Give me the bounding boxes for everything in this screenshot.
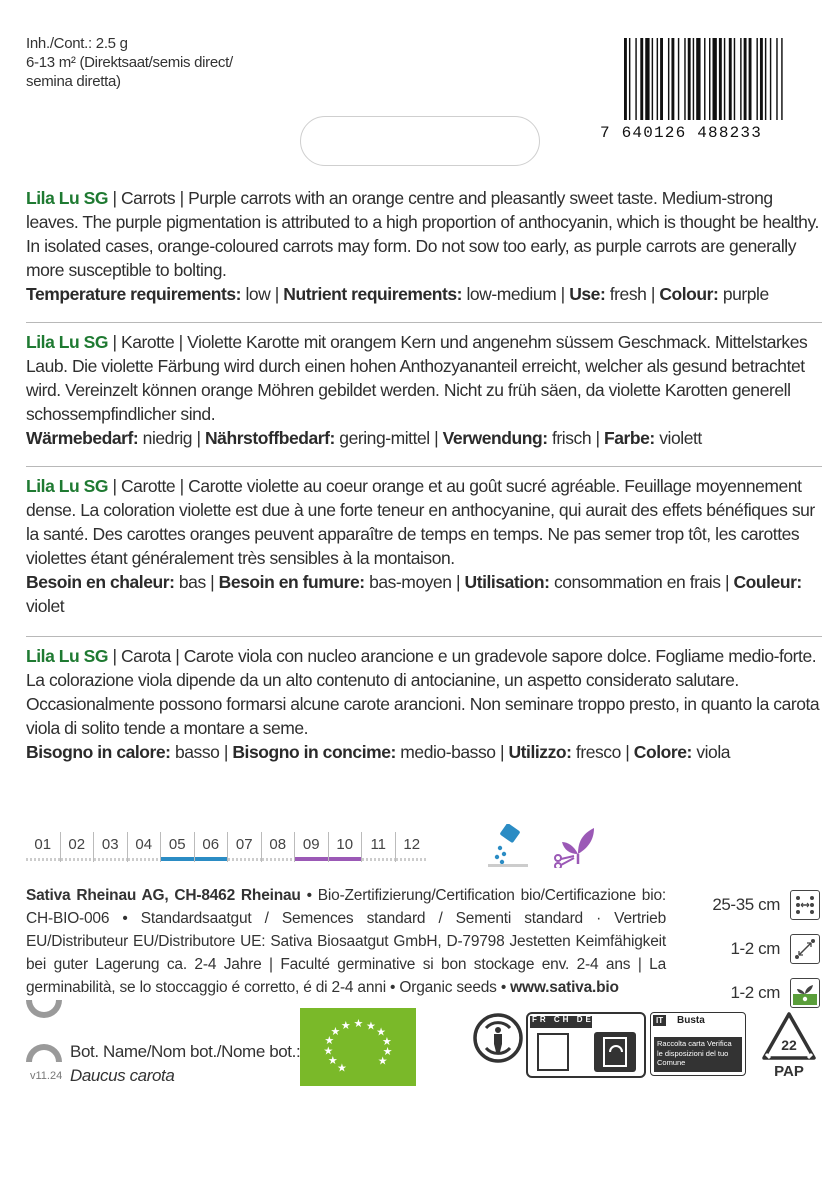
- description: [26, 186, 822, 282]
- req-label: Farbe:: [604, 428, 655, 448]
- req-value: bas |: [174, 572, 219, 592]
- busta-disposal-box: [650, 1012, 746, 1076]
- recycle-icon: [472, 1012, 524, 1069]
- req-value: viola: [691, 742, 731, 762]
- row-spacing-icon: [790, 890, 820, 920]
- pap-code: 22: [781, 1037, 797, 1053]
- spec-value: 25-35 cm: [712, 895, 780, 914]
- req-label: Utilisation:: [464, 572, 550, 592]
- description-text: | Carrots | Purple carrots with an orange centre and pleasantly sweet taste. Medium-strong leaves. The purple pigmentation is attributed to a high proportion of anthocyanin, which is thought be healthy. In isolated cases, orange-coloured carrots may form. Do not sow too early, as purple carrots are generally more susceptible to bolting.: [26, 188, 819, 280]
- divider: [26, 466, 822, 467]
- month-cell: [127, 832, 161, 862]
- botanical-latin: Daucus carota: [70, 1066, 175, 1085]
- section-english: [26, 186, 822, 306]
- req-value: consommation en frais |: [549, 572, 734, 592]
- req-value: niedrig |: [138, 428, 205, 448]
- req-label: Use:: [569, 284, 606, 304]
- plant-distance-icon: [790, 934, 820, 964]
- sowing-depth-icon: [790, 978, 820, 1008]
- description: [26, 644, 822, 740]
- req-value: fresh |: [605, 284, 660, 304]
- month-label: 02: [68, 836, 86, 853]
- description-text: | Karotte | Violette Karotte mit orangem Kern und angenehm süssem Geschmack. Mittelstarkes Laub. Die violette Färbung wird durch einen hohen Anthozyananteil erreicht, welcher als gesund betrachtet wird. Vereinzelt können orange Möhren gebildet werden. Nicht zu früh säen, da violette Karotten generell schossempfindlicher sind.: [26, 332, 808, 424]
- hang-hole: [300, 116, 540, 166]
- sowing-calendar: [26, 832, 436, 862]
- inactive-period-bar: [262, 858, 295, 861]
- req-label: Besoin en chaleur:: [26, 572, 175, 592]
- month-cell: [328, 832, 362, 862]
- svg-text:★: ★: [336, 1062, 347, 1075]
- contents-area-cont: semina diretta): [26, 73, 121, 90]
- month-label: 06: [202, 836, 220, 853]
- month-cell: [26, 832, 60, 862]
- inactive-period-bar: [26, 858, 60, 861]
- req-value: purple: [718, 284, 769, 304]
- req-label: Temperature requirements:: [26, 284, 242, 304]
- req-value: violet: [26, 596, 65, 616]
- req-label: Bisogno in calore:: [26, 742, 171, 762]
- botanical-name: [70, 1040, 300, 1088]
- month-cell: [93, 832, 127, 862]
- packaging-crescent-icon: [22, 996, 66, 1071]
- busta-text: Raccolta carta Verifica le disposizioni del tuo Comune: [654, 1037, 742, 1072]
- req-label: Colore:: [633, 742, 692, 762]
- req-label: Bisogno in concime:: [232, 742, 396, 762]
- svg-text:★: ★: [382, 1035, 392, 1048]
- contents-weight: Inh./Cont.: 2.5 g: [26, 35, 128, 52]
- req-label: Verwendung:: [442, 428, 548, 448]
- flag-de: DE: [576, 1015, 594, 1024]
- section-french: [26, 474, 822, 618]
- spec-value: 1-2 cm: [730, 939, 780, 958]
- variety-name: Lila Lu SG: [26, 476, 109, 496]
- req-label: Couleur:: [733, 572, 802, 592]
- description: [26, 330, 822, 426]
- month-cell: [361, 832, 395, 862]
- req-value: bas-moyen |: [364, 572, 465, 592]
- variety-name: Lila Lu SG: [26, 332, 109, 352]
- month-label: 12: [403, 836, 421, 853]
- month-label: 01: [34, 836, 52, 853]
- month-label: 04: [135, 836, 153, 853]
- req-label: Colour:: [659, 284, 719, 304]
- inactive-period-bar: [362, 858, 395, 861]
- month-label: 10: [336, 836, 354, 853]
- svg-text:★: ★: [327, 1055, 338, 1068]
- inactive-period-bar: [94, 858, 127, 861]
- month-cell: [261, 832, 295, 862]
- botanical-label: Bot. Name/Nom bot./Nome bot.:: [70, 1042, 301, 1061]
- req-value: fresco |: [571, 742, 634, 762]
- barcode: [600, 38, 820, 148]
- section-italian: [26, 644, 822, 764]
- disposal-info-box: [526, 1012, 646, 1083]
- pap-label: PAP: [774, 1063, 804, 1080]
- company-name: Sativa Rheinau AG, CH-8462 Rheinau: [26, 887, 301, 904]
- month-cell: [395, 832, 429, 862]
- svg-text:★: ★: [330, 1026, 341, 1039]
- variety-name: Lila Lu SG: [26, 188, 109, 208]
- sowing-icon: [486, 824, 530, 873]
- svg-text:★: ★: [382, 1046, 393, 1059]
- inactive-period-bar: [61, 858, 94, 861]
- req-value: low |: [241, 284, 284, 304]
- description: [26, 474, 822, 570]
- requirements: [26, 740, 822, 764]
- req-value: frisch |: [547, 428, 605, 448]
- month-label: 09: [302, 836, 320, 853]
- pap-recycling-icon: [758, 1010, 820, 1085]
- barcode-bars: [600, 38, 820, 122]
- req-value: medio-basso |: [395, 742, 509, 762]
- month-cell: [294, 832, 328, 862]
- req-value: gering-mittel |: [334, 428, 443, 448]
- req-value: violett: [654, 428, 702, 448]
- svg-text:★: ★: [323, 1045, 334, 1058]
- divider: [26, 636, 822, 637]
- spec-value: 1-2 cm: [730, 983, 780, 1002]
- inactive-period-bar: [396, 858, 429, 861]
- requirements: [26, 282, 822, 306]
- requirements: [26, 570, 822, 618]
- contents-area: 6-13 m² (Direktsaat/semis direct/: [26, 54, 233, 71]
- spec-sowing-depth: [700, 976, 820, 1010]
- month-cell: [194, 832, 228, 862]
- spec-row-spacing: [700, 888, 820, 922]
- svg-text:★: ★: [353, 1018, 364, 1031]
- month-cell: [227, 832, 261, 862]
- sowing-period-bar: [161, 857, 194, 861]
- barcode-number: 7 640126 488233: [600, 124, 763, 142]
- description-text: | Carota | Carote viola con nucleo arancione e un gradevole sapore dolce. Fogliame medio-forte. La colorazione viola dipende da un alto contenuto di antocianine, un aspetto considerato salutare. Occasionalmente possono formarsi alcune carote arancioni. Non seminare troppo presto, in quanto la carota viola di solito tende a montare a seme.: [26, 646, 820, 738]
- req-label: Utilizzo:: [508, 742, 572, 762]
- company-text: • Bio-Zertifizierung/Certification bio/Certificazione bio: CH-BIO-006 • Standardsaatgut / Semences standard / Sementi standard · Vertrieb EU/Distributeur EU/Distributore UE: Sativa Biosaatgut GmbH, D-79798 Jestetten Keimfähigkeit bei guter Lagerung ca. 2-4 Jahre | Faculté germinative si bon stockage env. 2-4 ans | La germinabilità, se lo stoccaggio é corretto, é di 2-4 anni • Organic seeds •: [26, 887, 666, 996]
- description-text: | Carotte | Carotte violette au coeur orange et au goût sucré agréable. Feuillage moyennement dense. La coloration violette est due à une forte teneur en anthocyanine, qui aurait des effets bénéfiques sur la santé. Des carottes oranges peuvent apparaître de temps en temps. Ne pas semer trop tôt, les carottes violettes étant généralement très sensibles à la montaison.: [26, 476, 815, 568]
- req-value: basso |: [170, 742, 233, 762]
- svg-text:★: ★: [324, 1035, 335, 1048]
- flag-labels: [532, 1015, 594, 1024]
- month-label: 03: [101, 836, 119, 853]
- busta-title: Busta: [677, 1015, 705, 1026]
- req-label: Nutrient requirements:: [283, 284, 463, 304]
- harvest-period-bar: [329, 857, 362, 861]
- it-label: IT: [653, 1015, 666, 1026]
- variety-name: Lila Lu SG: [26, 646, 109, 666]
- svg-text:★: ★: [376, 1026, 387, 1039]
- harvest-period-bar: [295, 857, 328, 861]
- month-cell: [60, 832, 94, 862]
- req-label: Wärmebedarf:: [26, 428, 139, 448]
- svg-text:★: ★: [377, 1055, 388, 1068]
- req-value: low-medium |: [462, 284, 570, 304]
- eu-organic-leaf-logo: [300, 1008, 416, 1086]
- month-label: 07: [235, 836, 253, 853]
- flag-ch: CH: [553, 1015, 572, 1024]
- spec-plant-distance: [700, 932, 820, 966]
- inactive-period-bar: [128, 858, 161, 861]
- flag-fr: FR: [532, 1015, 549, 1024]
- month-cell: [160, 832, 194, 862]
- month-label: 05: [168, 836, 186, 853]
- month-label: 11: [370, 836, 387, 853]
- requirements: [26, 426, 822, 450]
- svg-text:★: ★: [366, 1020, 376, 1033]
- month-label: 08: [269, 836, 287, 853]
- company-info: [26, 884, 666, 999]
- harvest-icon: [552, 824, 600, 873]
- sowing-period-bar: [195, 857, 228, 861]
- req-label: Besoin en fumure:: [218, 572, 365, 592]
- section-german: [26, 330, 822, 450]
- divider: [26, 322, 822, 323]
- package-contents: [26, 34, 233, 91]
- req-label: Nährstoffbedarf:: [204, 428, 335, 448]
- version-label: v11.24: [30, 1070, 63, 1082]
- inactive-period-bar: [228, 858, 261, 861]
- svg-text:★: ★: [340, 1020, 351, 1033]
- website-link[interactable]: www.sativa.bio: [510, 979, 619, 996]
